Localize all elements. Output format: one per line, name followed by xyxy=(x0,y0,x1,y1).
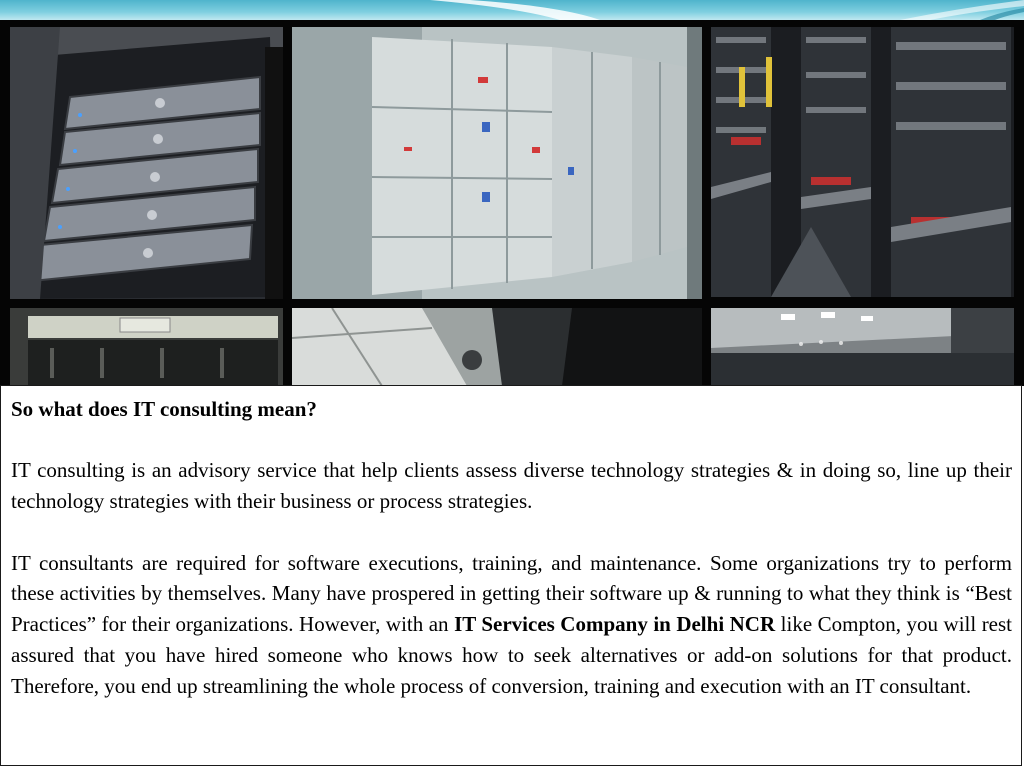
slide-heading: So what does IT consulting mean? xyxy=(11,397,317,421)
photo-server-rack-drives xyxy=(10,27,283,299)
paragraph-text-after: like Compton, you will rest assured that you have hired someone who knows how to seek alternatives or add-on solutions for that product. Therefore, you end up streamlining the whole process of conversion, training and execution with an IT consultant. xyxy=(11,612,1013,698)
content-text-box xyxy=(0,385,1022,766)
paragraph-definition: IT consulting is an advisory service that help clients assess diverse technology strategies & in doing so, line up their technology strategies with their business or process strategies. xyxy=(11,458,1012,513)
top-decorative-band xyxy=(0,0,1024,20)
photo-collage xyxy=(0,20,1024,386)
photo-datacenter-ceiling xyxy=(711,308,1014,386)
photo-rack-unit-closeup xyxy=(10,308,283,386)
photo-raised-floor xyxy=(292,308,702,386)
paragraph-consultants xyxy=(11,548,1012,702)
swoosh-graphic xyxy=(0,0,1024,20)
paragraph-text-before: IT consultants are required for software executions, training, and maintenance. Some organizations try to perform these activities by themselves. Many have prospered in getting their software up & running to what they think is “Best Practices” for their organizations. However, with an xyxy=(11,550,1012,637)
photo-electrical-panels xyxy=(292,27,702,299)
bold-company-name: IT Services Company in Delhi NCR xyxy=(454,612,776,637)
photo-datacenter-aisle xyxy=(711,27,1014,297)
